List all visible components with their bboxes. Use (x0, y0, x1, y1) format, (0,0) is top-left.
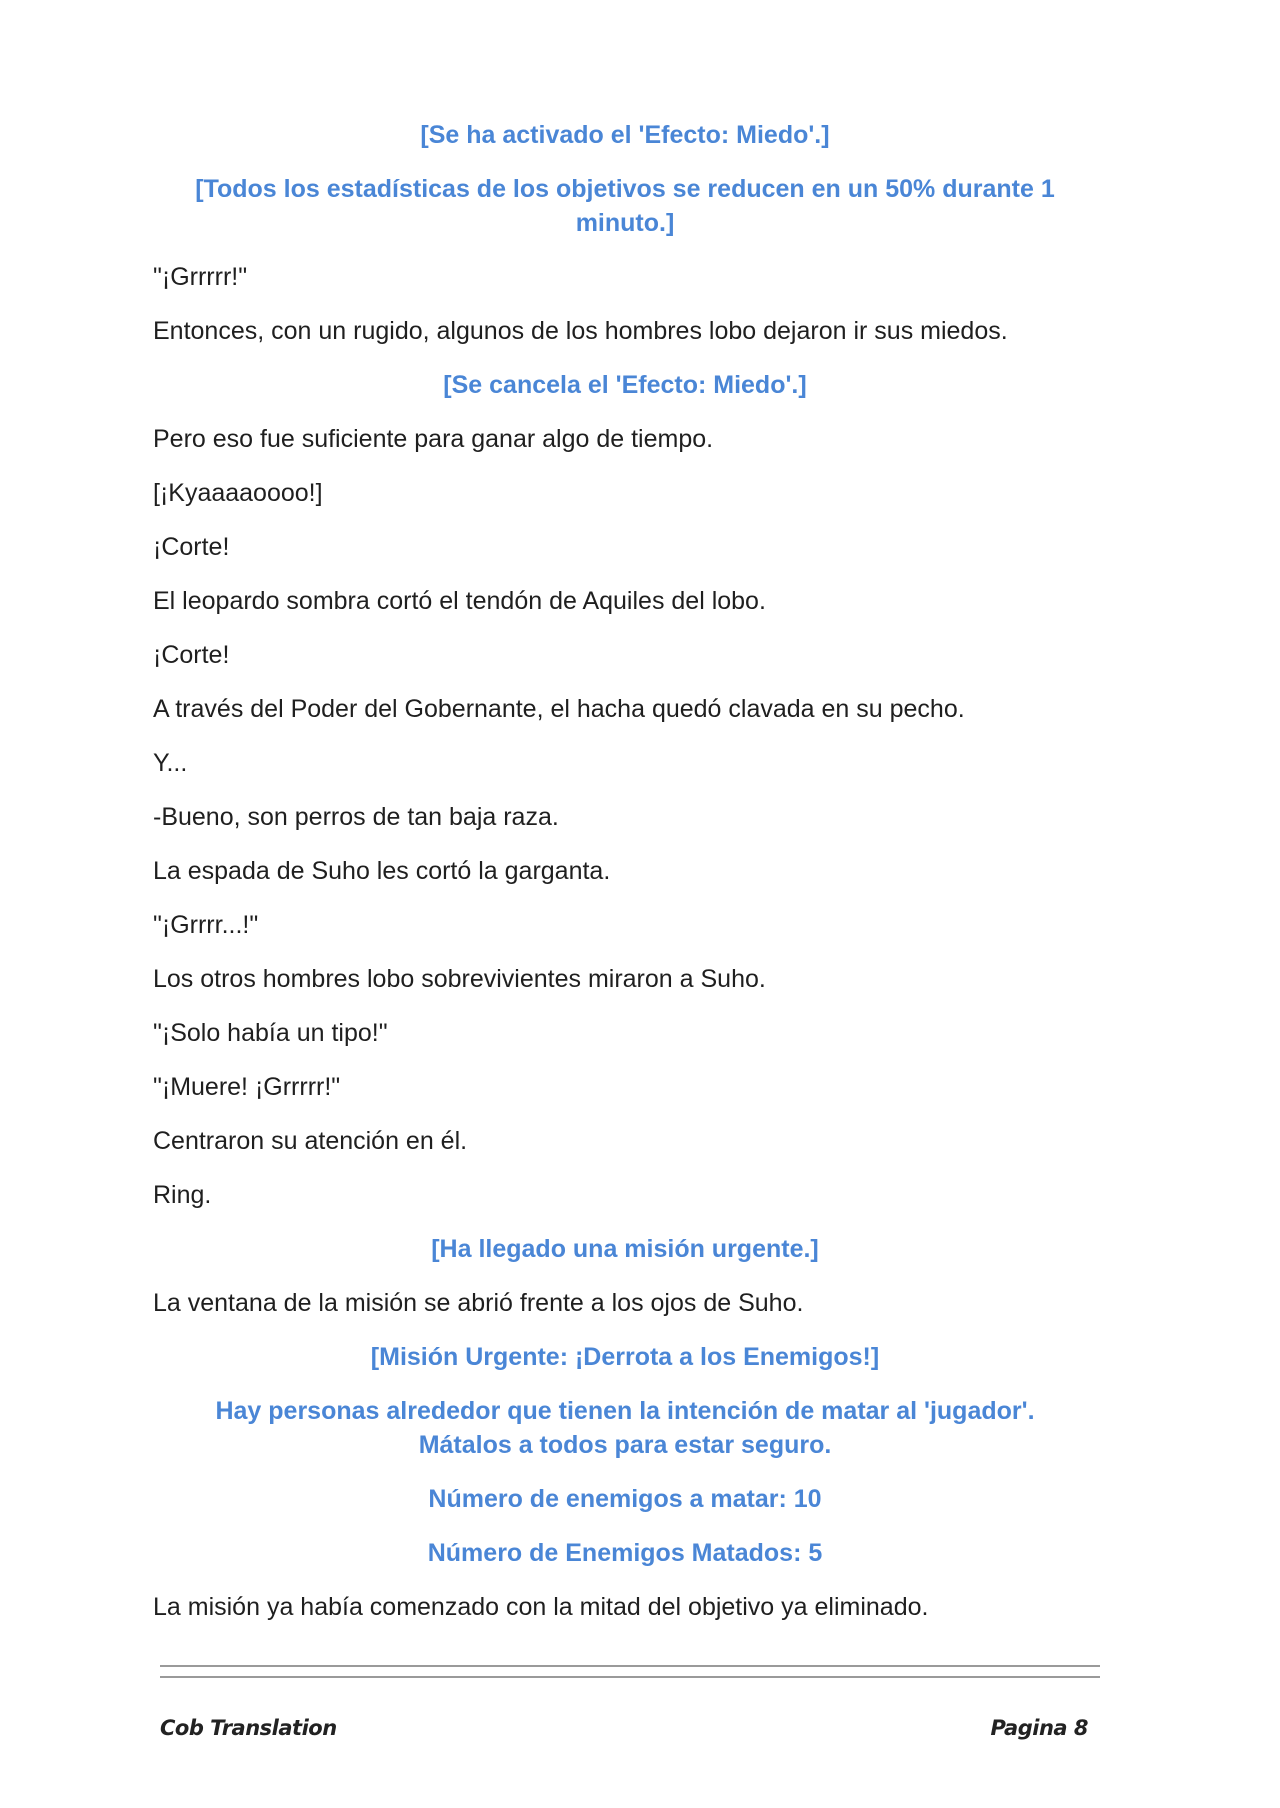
body-paragraph: La misión ya había comenzado con la mitad del objetivo ya eliminado. (153, 1593, 929, 1621)
footer-divider-top (160, 1665, 1100, 1667)
system-message: Número de Enemigos Matados: 5 (427, 1539, 823, 1567)
body-paragraph: "¡Grrrr...!" (153, 911, 259, 939)
body-paragraph: [¡Kyaaaaoooo!] (153, 479, 323, 507)
footer-publisher: Cob Translation (160, 1716, 337, 1740)
body-paragraph: A través del Poder del Gobernante, el hacha quedó clavada en su pecho. (153, 695, 965, 723)
system-message: [Se cancela el 'Efecto: Miedo'.] (443, 371, 807, 399)
body-paragraph: La ventana de la misión se abrió frente a los ojos de Suho. (153, 1289, 804, 1317)
footer-page-number: Pagina 8 (990, 1716, 1088, 1740)
body-paragraph: "¡Grrrrr!" (153, 263, 248, 291)
body-paragraph: Y... (153, 749, 188, 777)
system-message: Hay personas alrededor que tienen la intención de matar al 'jugador'. Mátalos a todos para estar seguro. (215, 1397, 1035, 1459)
body-paragraph: Centraron su atención en él. (153, 1127, 468, 1155)
page-content (153, 118, 1097, 1644)
body-paragraph: "¡Solo había un tipo!" (153, 1019, 388, 1047)
system-message: [Misión Urgente: ¡Derrota a los Enemigos!] (370, 1343, 880, 1371)
system-message: [Todos los estadísticas de los objetivos se reducen en un 50% durante 1 minuto.] (195, 175, 1055, 237)
body-paragraph: ¡Corte! (153, 641, 230, 669)
body-paragraph: "¡Muere! ¡Grrrrr!" (153, 1073, 341, 1101)
system-message: [Ha llegado una misión urgente.] (431, 1235, 819, 1263)
body-paragraph: Ring. (153, 1181, 212, 1209)
body-paragraph: -Bueno, son perros de tan baja raza. (153, 803, 559, 831)
footer-divider-bottom (160, 1676, 1100, 1678)
system-message: Número de enemigos a matar: 10 (428, 1485, 822, 1513)
body-paragraph: El leopardo sombra cortó el tendón de Aquiles del lobo. (153, 587, 766, 615)
body-paragraph: Pero eso fue suficiente para ganar algo de tiempo. (153, 425, 714, 453)
body-paragraph: Los otros hombres lobo sobrevivientes miraron a Suho. (153, 965, 766, 993)
system-message: [Se ha activado el 'Efecto: Miedo'.] (420, 121, 830, 149)
body-paragraph: Entonces, con un rugido, algunos de los hombres lobo dejaron ir sus miedos. (153, 317, 1008, 345)
body-paragraph: La espada de Suho les cortó la garganta. (153, 857, 611, 885)
body-paragraph: ¡Corte! (153, 533, 230, 561)
